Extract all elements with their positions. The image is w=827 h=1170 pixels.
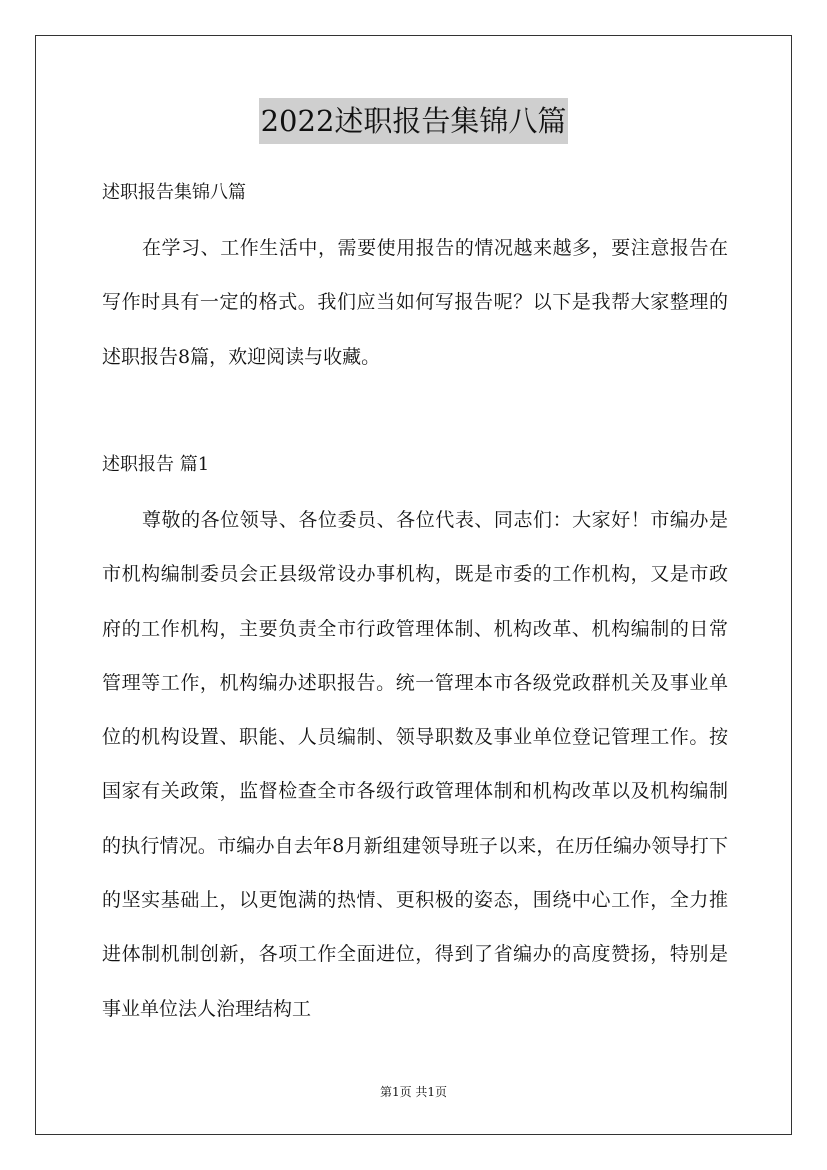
document-subtitle: 述职报告集锦八篇 <box>102 182 246 203</box>
intro-paragraph: 在学习、工作生活中，需要使用报告的情况越来越多，要注意报告在写作时具有一定的格式。我们应当如何写报告呢？以下是我帮大家整理的述职报告8篇，欢迎阅读与收藏。 <box>102 237 728 368</box>
section-heading: 述职报告 篇1 <box>102 454 210 475</box>
document-title: 2022述职报告集锦八篇 <box>259 98 569 144</box>
title-container <box>0 98 827 144</box>
body-paragraph: 尊敬的各位领导、各位委员、各位代表、同志们：大家好！市编办是市机构编制委员会正县级常设办事机构，既是市委的工作机构，又是市政府的工作机构，主要负责全市行政管理体制、机构改革、机构编制的日常管理等工作，机构编办述职报告。统一管理本市各级党政群机关及事业单位的机构设置、职能、人员编制、领导职数及事业单位登记管理工作。按国家有关政策，监督检查全市各级行政管理体制和机构改革以及机构编制的执行情况。市编办自去年8月新组建领导班子以来，在历任编办领导打下的坚实基础上，以更饱满的热情、更积极的姿态，围绕中心工作，全力推进体制机制创新，各项工作全面进位，得到了省编办的高度赞扬，特别是事业单位法人治理结构工 <box>102 509 728 1020</box>
page-number-footer: 第1页 共1页 <box>379 1085 448 1099</box>
